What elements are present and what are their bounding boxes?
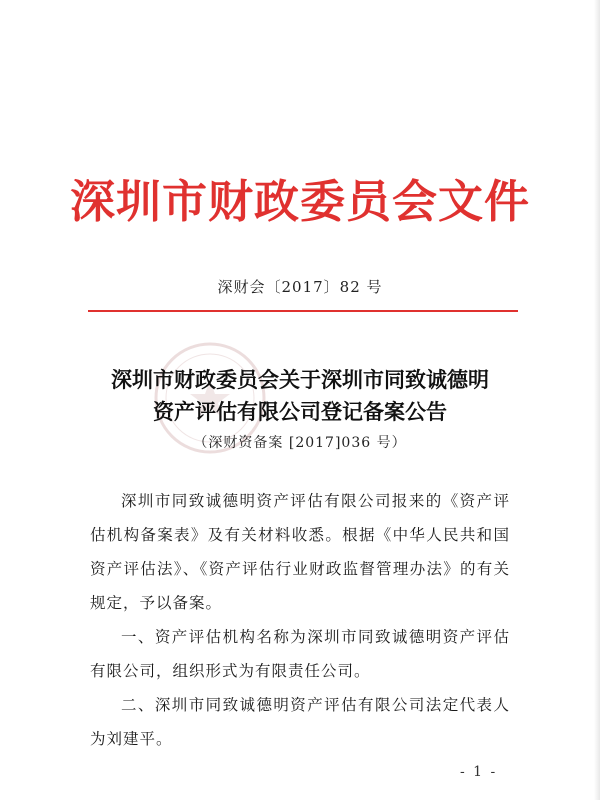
page-number: - 1 -: [460, 764, 498, 780]
body-paragraph: 深圳市同致诚德明资产评估有限公司报来的《资产评估机构备案表》及有关材料收悉。根据《中华人民共和国资产评估法》、《资产评估行业财政监督管理办法》的有关规定，予以备案。: [90, 492, 510, 612]
body-text: [90, 484, 510, 756]
document-number: 深财会〔2017〕82 号: [217, 278, 383, 296]
notice-title-line-1: 深圳市财政委员会关于深圳市同致诚德明: [111, 367, 489, 392]
body-paragraph: 二、深圳市同致诚德明资产评估有限公司法定代表人为刘建平。: [90, 696, 510, 748]
notice-title: [0, 364, 600, 428]
notice-subtitle: （深财资备案 [2017]036 号）: [193, 435, 407, 451]
red-divider-line: [88, 310, 518, 312]
body-paragraph: 一、资产评估机构名称为深圳市同致诚德明资产评估有限公司，组织形式为有限责任公司。: [90, 628, 510, 680]
notice-title-line-2: 资产评估有限公司登记备案公告: [153, 399, 447, 424]
scan-edge-shadow: [594, 0, 600, 800]
header-title: 深圳市财政委员会文件: [69, 175, 530, 228]
